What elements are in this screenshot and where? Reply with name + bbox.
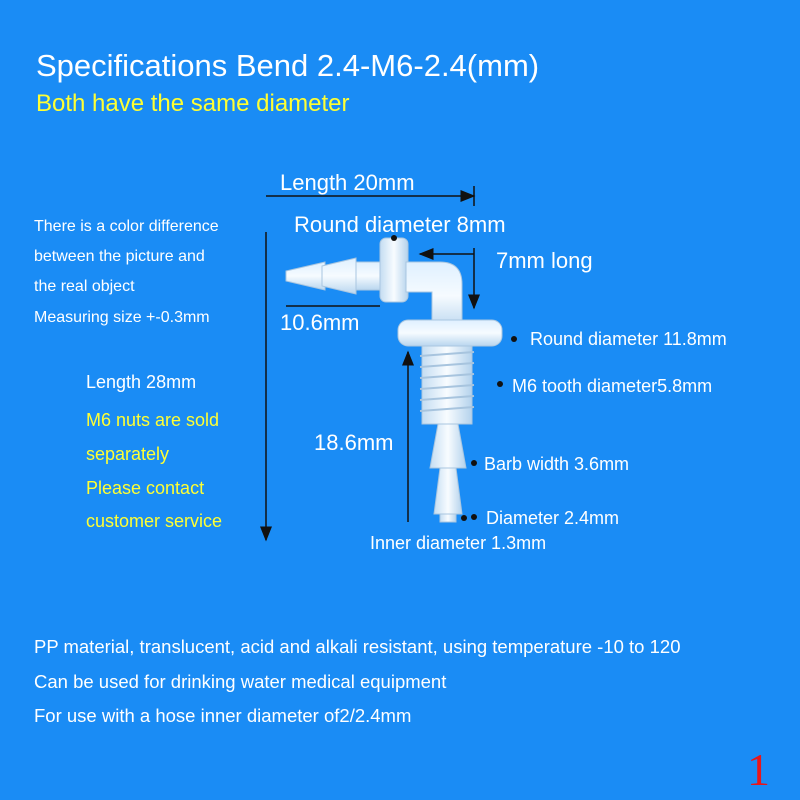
nut-note-line-2: separately — [86, 444, 170, 464]
small-flange — [380, 238, 408, 302]
inner-diameter-label: Inner diameter 1.3mm — [370, 533, 547, 553]
spec-subtitle: Both have the same diameter — [36, 90, 350, 117]
material-line: PP material, translucent, acid and alkali resistant, using temperature -10 to 120 — [34, 636, 681, 657]
m6-tooth-diameter-label: M6 tooth diameter5.8mm — [512, 376, 713, 396]
10-6mm-label: 10.6mm — [280, 310, 360, 335]
nut-note-line-1: M6 nuts are sold — [86, 410, 220, 430]
usage-line: Can be used for drinking water medical equipment — [34, 671, 447, 692]
color-note-line-2: between the picture and — [34, 248, 205, 265]
round-diameter-11-8-label: Round diameter 11.8mm — [530, 329, 727, 349]
hose-line: For use with a hose inner diameter of2/2.4mm — [34, 705, 412, 726]
barb-width-label: Barb width 3.6mm — [484, 454, 630, 474]
left-length-label: Length 28mm — [86, 372, 197, 392]
length-20-label: Length 20mm — [280, 170, 415, 195]
round-diameter-8-label: Round diameter 8mm — [294, 212, 506, 237]
thread-section — [420, 346, 474, 424]
diameter-label: Diameter 2.4mm — [486, 508, 620, 528]
color-note-line-3: the real object — [34, 278, 135, 295]
page-number: 1 — [747, 744, 770, 795]
nut-note-line-3: Please contact — [86, 478, 205, 498]
spec-title: Specifications Bend 2.4-M6-2.4(mm) — [36, 48, 540, 83]
18-6mm-label: 18.6mm — [314, 430, 394, 455]
horizontal-barb — [286, 258, 382, 294]
color-note-line-1: There is a color difference — [34, 218, 219, 235]
nut-note-line-4: customer service — [86, 511, 223, 531]
vertical-barb — [430, 424, 466, 522]
measuring-note: Measuring size +-0.3mm — [34, 309, 210, 326]
7mm-long-label: 7mm long — [496, 248, 593, 273]
large-flange — [398, 320, 502, 346]
